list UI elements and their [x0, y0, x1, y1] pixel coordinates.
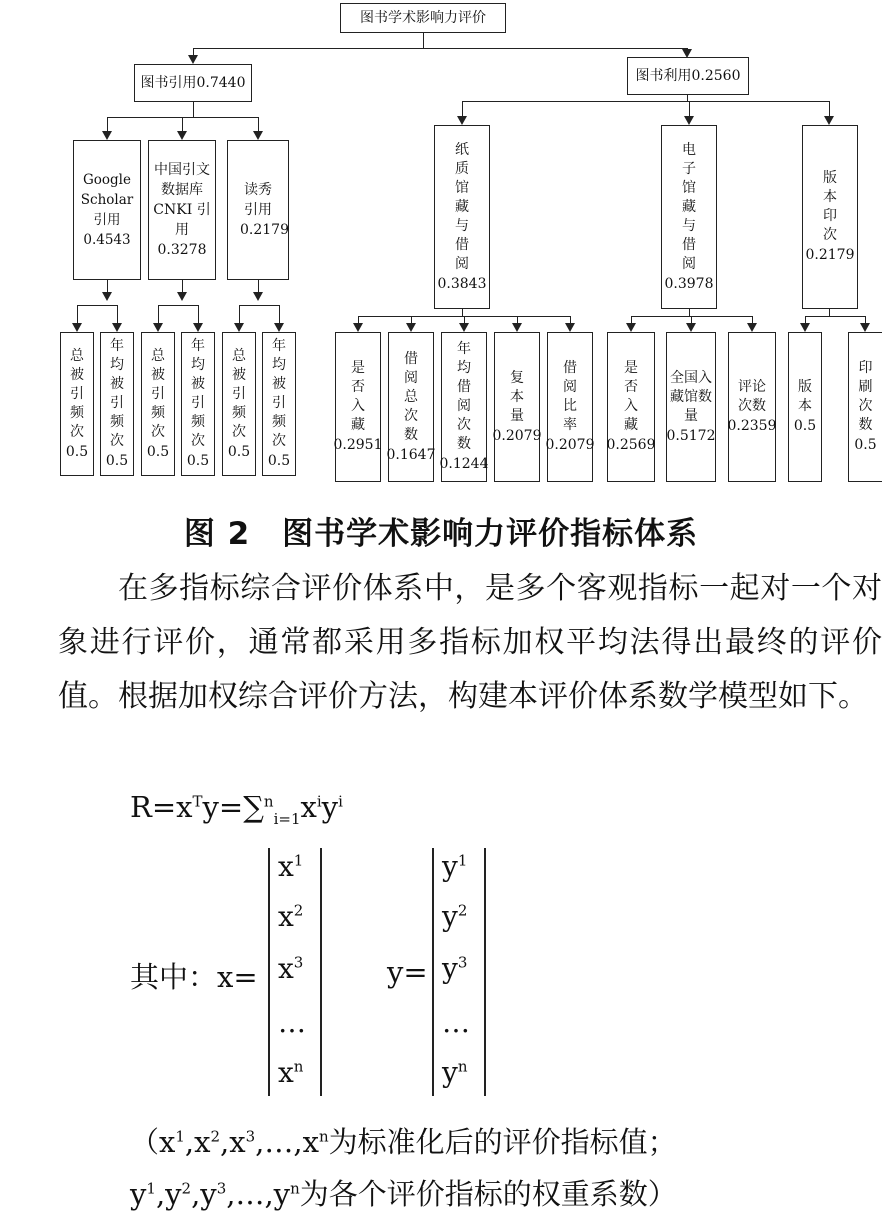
leaf-weight: 0.5	[105, 453, 129, 469]
note-line-1: （$x^1,x^2,x^3,\dots,x^n$为标准化后的评价指标值；	[130, 1125, 677, 1159]
leaf-label: 全国入藏馆数量	[670, 369, 712, 424]
node-edition-print-weight: 0.2179	[805, 247, 855, 263]
leaf-label: 借阅总次数	[404, 350, 418, 443]
figure-caption: 图 2 图书学术影响力评价指标体系	[183, 516, 699, 552]
leaf-weight: 0.5	[267, 453, 291, 469]
arrow	[800, 323, 810, 332]
connector	[423, 33, 424, 49]
node-root	[340, 3, 506, 33]
x-vector	[268, 848, 322, 1096]
arrow	[860, 323, 870, 332]
leaf-label: 年均借阅次数	[457, 341, 471, 452]
node-google-scholar-label: Google Scholar 引用 0.4543	[80, 172, 134, 248]
indicator-tree-diagram	[0, 0, 882, 490]
arrow	[686, 323, 696, 332]
arrow	[177, 131, 187, 140]
arrow	[626, 323, 636, 332]
connector	[464, 316, 465, 323]
connector	[193, 102, 194, 118]
node-google-scholar	[73, 140, 141, 280]
connector	[570, 316, 571, 323]
arrow	[72, 323, 82, 332]
arrow	[457, 116, 467, 125]
node-e-holdings-label: 电子馆藏与借阅	[682, 141, 696, 272]
leaf-node	[262, 332, 296, 476]
arrow	[824, 116, 834, 125]
leaf-label: 年均被引频次	[272, 338, 286, 449]
node-cnki-label: 中国引文数据库CNKI 引用 0.3278	[153, 162, 211, 258]
connector	[193, 48, 687, 49]
y-entry: …	[442, 1006, 470, 1039]
leaf-label: 总被引频次	[151, 347, 165, 440]
node-paper-holdings	[434, 125, 490, 309]
connector	[117, 305, 118, 323]
node-citation	[134, 64, 252, 102]
x-entry: $x^2$	[278, 900, 304, 933]
connector	[689, 101, 690, 116]
node-cnki	[148, 140, 216, 280]
leaf-label: 版本	[798, 379, 812, 414]
body-paragraph	[58, 562, 882, 724]
arrow	[102, 131, 112, 140]
leaf-node	[666, 332, 716, 482]
node-e-holdings	[661, 125, 717, 309]
arrow	[112, 323, 122, 332]
leaf-label: 年均被引频次	[110, 338, 124, 449]
y-entry: $y^1$	[442, 850, 468, 883]
y-vector	[432, 848, 486, 1096]
x-entry: …	[278, 1006, 306, 1039]
node-usage	[627, 57, 749, 95]
leaf-node	[788, 332, 822, 482]
leaf-node	[100, 332, 134, 476]
leaf-node	[494, 332, 540, 482]
node-e-holdings-weight: 0.3978	[664, 275, 714, 292]
connector	[829, 101, 830, 116]
where-label: 其中：x=	[130, 960, 258, 994]
leaf-label: 借阅比率	[563, 360, 577, 433]
main-formula: $R=x^Ty=\sum^n_{i=1}x^iy^i$	[130, 790, 343, 828]
connector	[865, 316, 866, 323]
leaf-weight: 0.2569	[606, 437, 656, 453]
arrow	[177, 292, 187, 301]
connector	[462, 101, 463, 116]
node-root-label: 图书学术影响力评价	[360, 10, 486, 26]
leaf-node	[388, 332, 434, 482]
arrow	[193, 323, 203, 332]
node-duxiu-label: 读秀引用 0.2179	[240, 182, 289, 238]
arrow	[459, 323, 469, 332]
leaf-weight: 0.2359	[727, 418, 777, 434]
connector	[358, 316, 359, 323]
connector	[752, 316, 753, 323]
node-usage-label: 图书利用0.2560	[635, 68, 741, 84]
leaf-weight: 0.5	[146, 443, 170, 460]
leaf-weight: 0.5	[793, 418, 817, 434]
connector	[158, 305, 198, 306]
leaf-node	[141, 332, 175, 476]
leaf-weight: 0.2079	[545, 437, 595, 453]
connector	[77, 305, 117, 306]
arrow	[274, 323, 284, 332]
arrow	[102, 292, 112, 301]
connector	[182, 117, 183, 131]
node-paper-holdings-label: 纸质馆藏与借阅	[455, 141, 469, 272]
leaf-node	[607, 332, 655, 482]
y-entry: $y^n$	[442, 1056, 468, 1089]
note-line-2: $y^1,y^2,y^3,\dots,y^n$为各个评价指标的权重系数）	[130, 1177, 677, 1211]
arrow	[153, 323, 163, 332]
y-label: y=	[387, 955, 428, 989]
connector	[411, 316, 412, 323]
leaf-weight: 0.1244	[439, 456, 489, 472]
connector	[239, 305, 279, 306]
leaf-node	[547, 332, 593, 482]
arrow	[512, 323, 522, 332]
leaf-label: 年均被引频次	[191, 338, 205, 449]
leaf-label: 是否入藏	[624, 360, 638, 433]
y-entry: $y^3$	[442, 952, 468, 985]
leaf-weight: 0.5172	[666, 427, 716, 444]
connector	[462, 101, 830, 102]
arrow	[747, 323, 757, 332]
leaf-node	[728, 332, 776, 482]
leaf-label: 总被引频次	[70, 347, 84, 440]
connector	[517, 316, 518, 323]
arrow	[684, 116, 694, 125]
x-entry: $x^1$	[278, 850, 304, 883]
arrow	[353, 323, 363, 332]
y-entry: $y^2$	[442, 900, 468, 933]
connector	[691, 316, 692, 323]
node-duxiu	[227, 140, 289, 280]
node-edition-print	[802, 125, 858, 309]
x-entry: $x^n$	[278, 1056, 304, 1089]
leaf-label: 复本量	[510, 369, 524, 424]
arrow	[406, 323, 416, 332]
leaf-label: 评论次数	[738, 379, 766, 414]
connector	[198, 305, 199, 323]
leaf-weight: 0.5	[186, 453, 210, 469]
leaf-node	[222, 332, 256, 476]
leaf-weight: 0.5	[65, 443, 89, 460]
connector	[631, 316, 632, 323]
leaf-label: 总被引频次	[232, 347, 246, 440]
node-edition-print-label: 版本印次	[823, 170, 837, 243]
arrow	[565, 323, 575, 332]
connector	[158, 305, 159, 323]
arrow	[188, 55, 198, 64]
arrow	[253, 292, 263, 301]
arrow	[234, 323, 244, 332]
x-entry: $x^3$	[278, 952, 304, 985]
node-citation-label: 图书引用0.7440	[140, 75, 246, 91]
leaf-label: 印刷次数	[858, 360, 873, 433]
leaf-weight: 0.2079	[492, 427, 542, 444]
leaf-weight: 0.5	[227, 443, 251, 460]
connector	[77, 305, 78, 323]
leaf-label: 是否入藏	[351, 360, 365, 433]
paragraph-text: 在多指标综合评价体系中，是多个客观指标一起对一个对象进行评价，通常都采用多指标加权平均法得出最终的评价值。根据加权综合评价方法，构建本评价体系数学模型如下。	[58, 571, 882, 714]
leaf-node	[181, 332, 215, 476]
connector	[279, 305, 280, 323]
connector	[239, 305, 240, 323]
connector	[258, 117, 259, 131]
leaf-node	[848, 332, 882, 482]
connector	[805, 316, 865, 317]
node-paper-holdings-weight: 0.3843	[437, 275, 487, 292]
arrow	[253, 131, 263, 140]
leaf-node	[335, 332, 381, 482]
leaf-weight: 0.2951	[333, 437, 383, 453]
leaf-weight: 0.5	[854, 437, 877, 453]
connector	[805, 316, 806, 323]
leaf-node	[441, 332, 487, 482]
leaf-weight: 0.1647	[386, 446, 436, 463]
leaf-node	[60, 332, 94, 476]
connector	[107, 117, 108, 131]
arrow	[682, 49, 692, 58]
